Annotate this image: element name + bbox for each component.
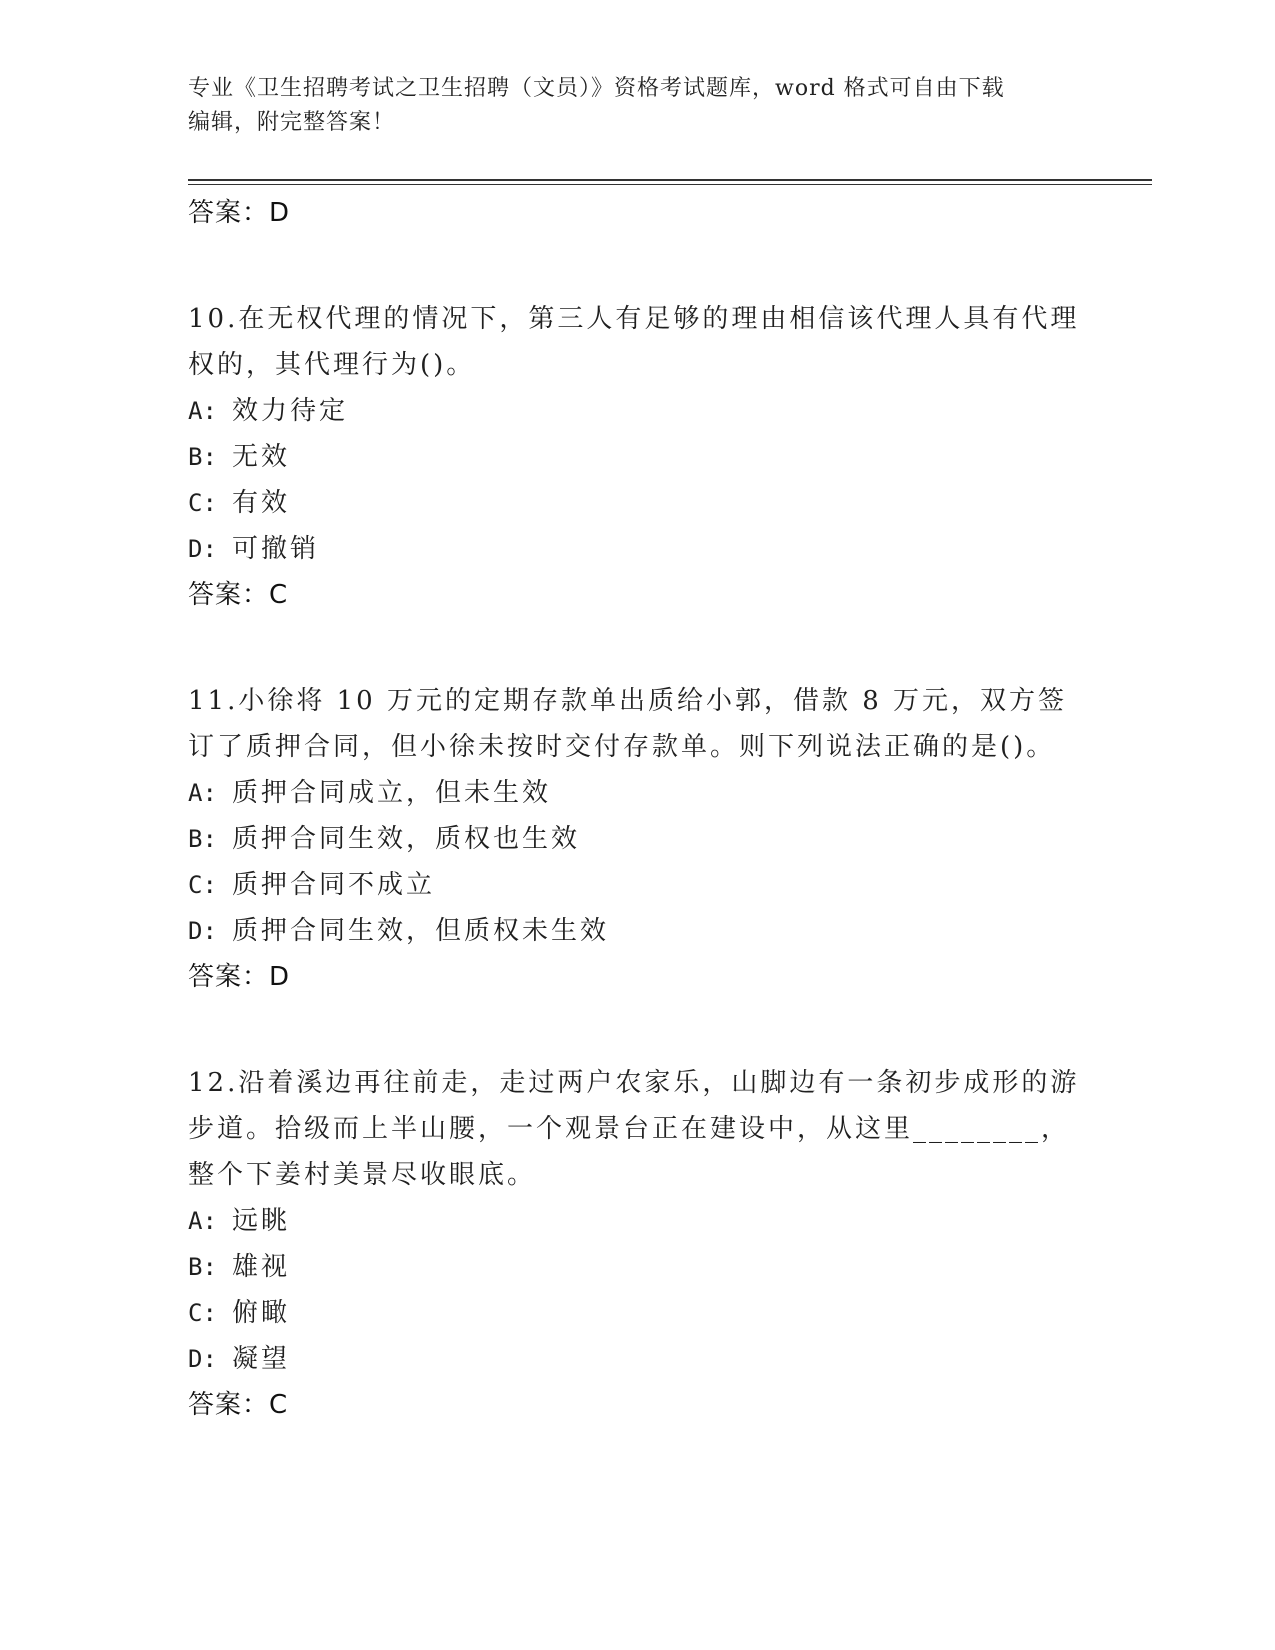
- spacer: [188, 618, 1088, 678]
- option-letter: D:: [188, 917, 217, 945]
- option-text: 可撤销: [232, 534, 320, 564]
- option-c: [188, 480, 1088, 526]
- option-letter: C:: [188, 871, 217, 899]
- option-d: [188, 1336, 1088, 1382]
- question-text: 10.在无权代理的情况下，第三人有足够的理由相信该代理人具有代理权的，其代理行为()。: [188, 304, 1080, 380]
- option-d: [188, 526, 1088, 572]
- option-letter: C:: [188, 489, 217, 517]
- document-body: [188, 190, 1088, 1428]
- option-b: [188, 816, 1088, 862]
- spacer: [188, 1000, 1088, 1060]
- header-line-2: 编辑，附完整答案！: [188, 110, 396, 135]
- option-a: [188, 388, 1088, 434]
- option-letter: A:: [188, 779, 217, 807]
- document-header: [188, 72, 1088, 140]
- option-text: 远眺: [232, 1206, 291, 1236]
- answer-line: 答案：C: [188, 580, 289, 610]
- answer-line: 答案：D: [188, 198, 291, 228]
- option-d: [188, 908, 1088, 954]
- spacer: [188, 236, 1088, 296]
- option-text: 质押合同生效，质权也生效: [232, 824, 581, 854]
- option-text: 凝望: [232, 1344, 291, 1374]
- option-a: [188, 770, 1088, 816]
- option-text: 质押合同成立，但未生效: [232, 778, 552, 808]
- option-text: 质押合同生效，但质权未生效: [232, 916, 610, 946]
- option-letter: B:: [188, 825, 217, 853]
- answer-line: 答案：C: [188, 1390, 289, 1420]
- option-letter: A:: [188, 1207, 217, 1235]
- header-rule-thick: [188, 179, 1152, 181]
- option-c: [188, 1290, 1088, 1336]
- option-letter: C:: [188, 1299, 217, 1327]
- option-letter: D:: [188, 535, 217, 563]
- option-letter: B:: [188, 443, 217, 471]
- option-b: [188, 434, 1088, 480]
- answer-line: 答案：D: [188, 962, 291, 992]
- option-text: 无效: [232, 442, 291, 472]
- question-text: 12.沿着溪边再往前走，走过两户农家乐，山脚边有一条初步成形的游步道。拾级而上半山腰，一个观景台正在建设中，从这里________，整个下姜村美景尽收眼底。: [188, 1068, 1080, 1190]
- option-text: 效力待定: [232, 396, 349, 426]
- option-b: [188, 1244, 1088, 1290]
- option-letter: B:: [188, 1253, 217, 1281]
- option-a: [188, 1198, 1088, 1244]
- question-block-10: [188, 296, 1088, 618]
- option-text: 有效: [232, 488, 291, 518]
- question-block-11: [188, 678, 1088, 1000]
- option-letter: A:: [188, 397, 217, 425]
- header-rule-thin: [188, 184, 1152, 185]
- question-block-12: [188, 1060, 1088, 1428]
- question-text: 11.小徐将 10 万元的定期存款单出质给小郭，借款 8 万元，双方签订了质押合同，但小徐未按时交付存款单。则下列说法正确的是()。: [188, 686, 1068, 762]
- option-text: 俯瞰: [232, 1298, 291, 1328]
- option-c: [188, 862, 1088, 908]
- option-text: 雄视: [232, 1252, 291, 1282]
- header-line-1: 专业《卫生招聘考试之卫生招聘（文员）》资格考试题库，word 格式可自由下载: [188, 76, 1005, 101]
- option-letter: D:: [188, 1345, 217, 1373]
- option-text: 质押合同不成立: [232, 870, 436, 900]
